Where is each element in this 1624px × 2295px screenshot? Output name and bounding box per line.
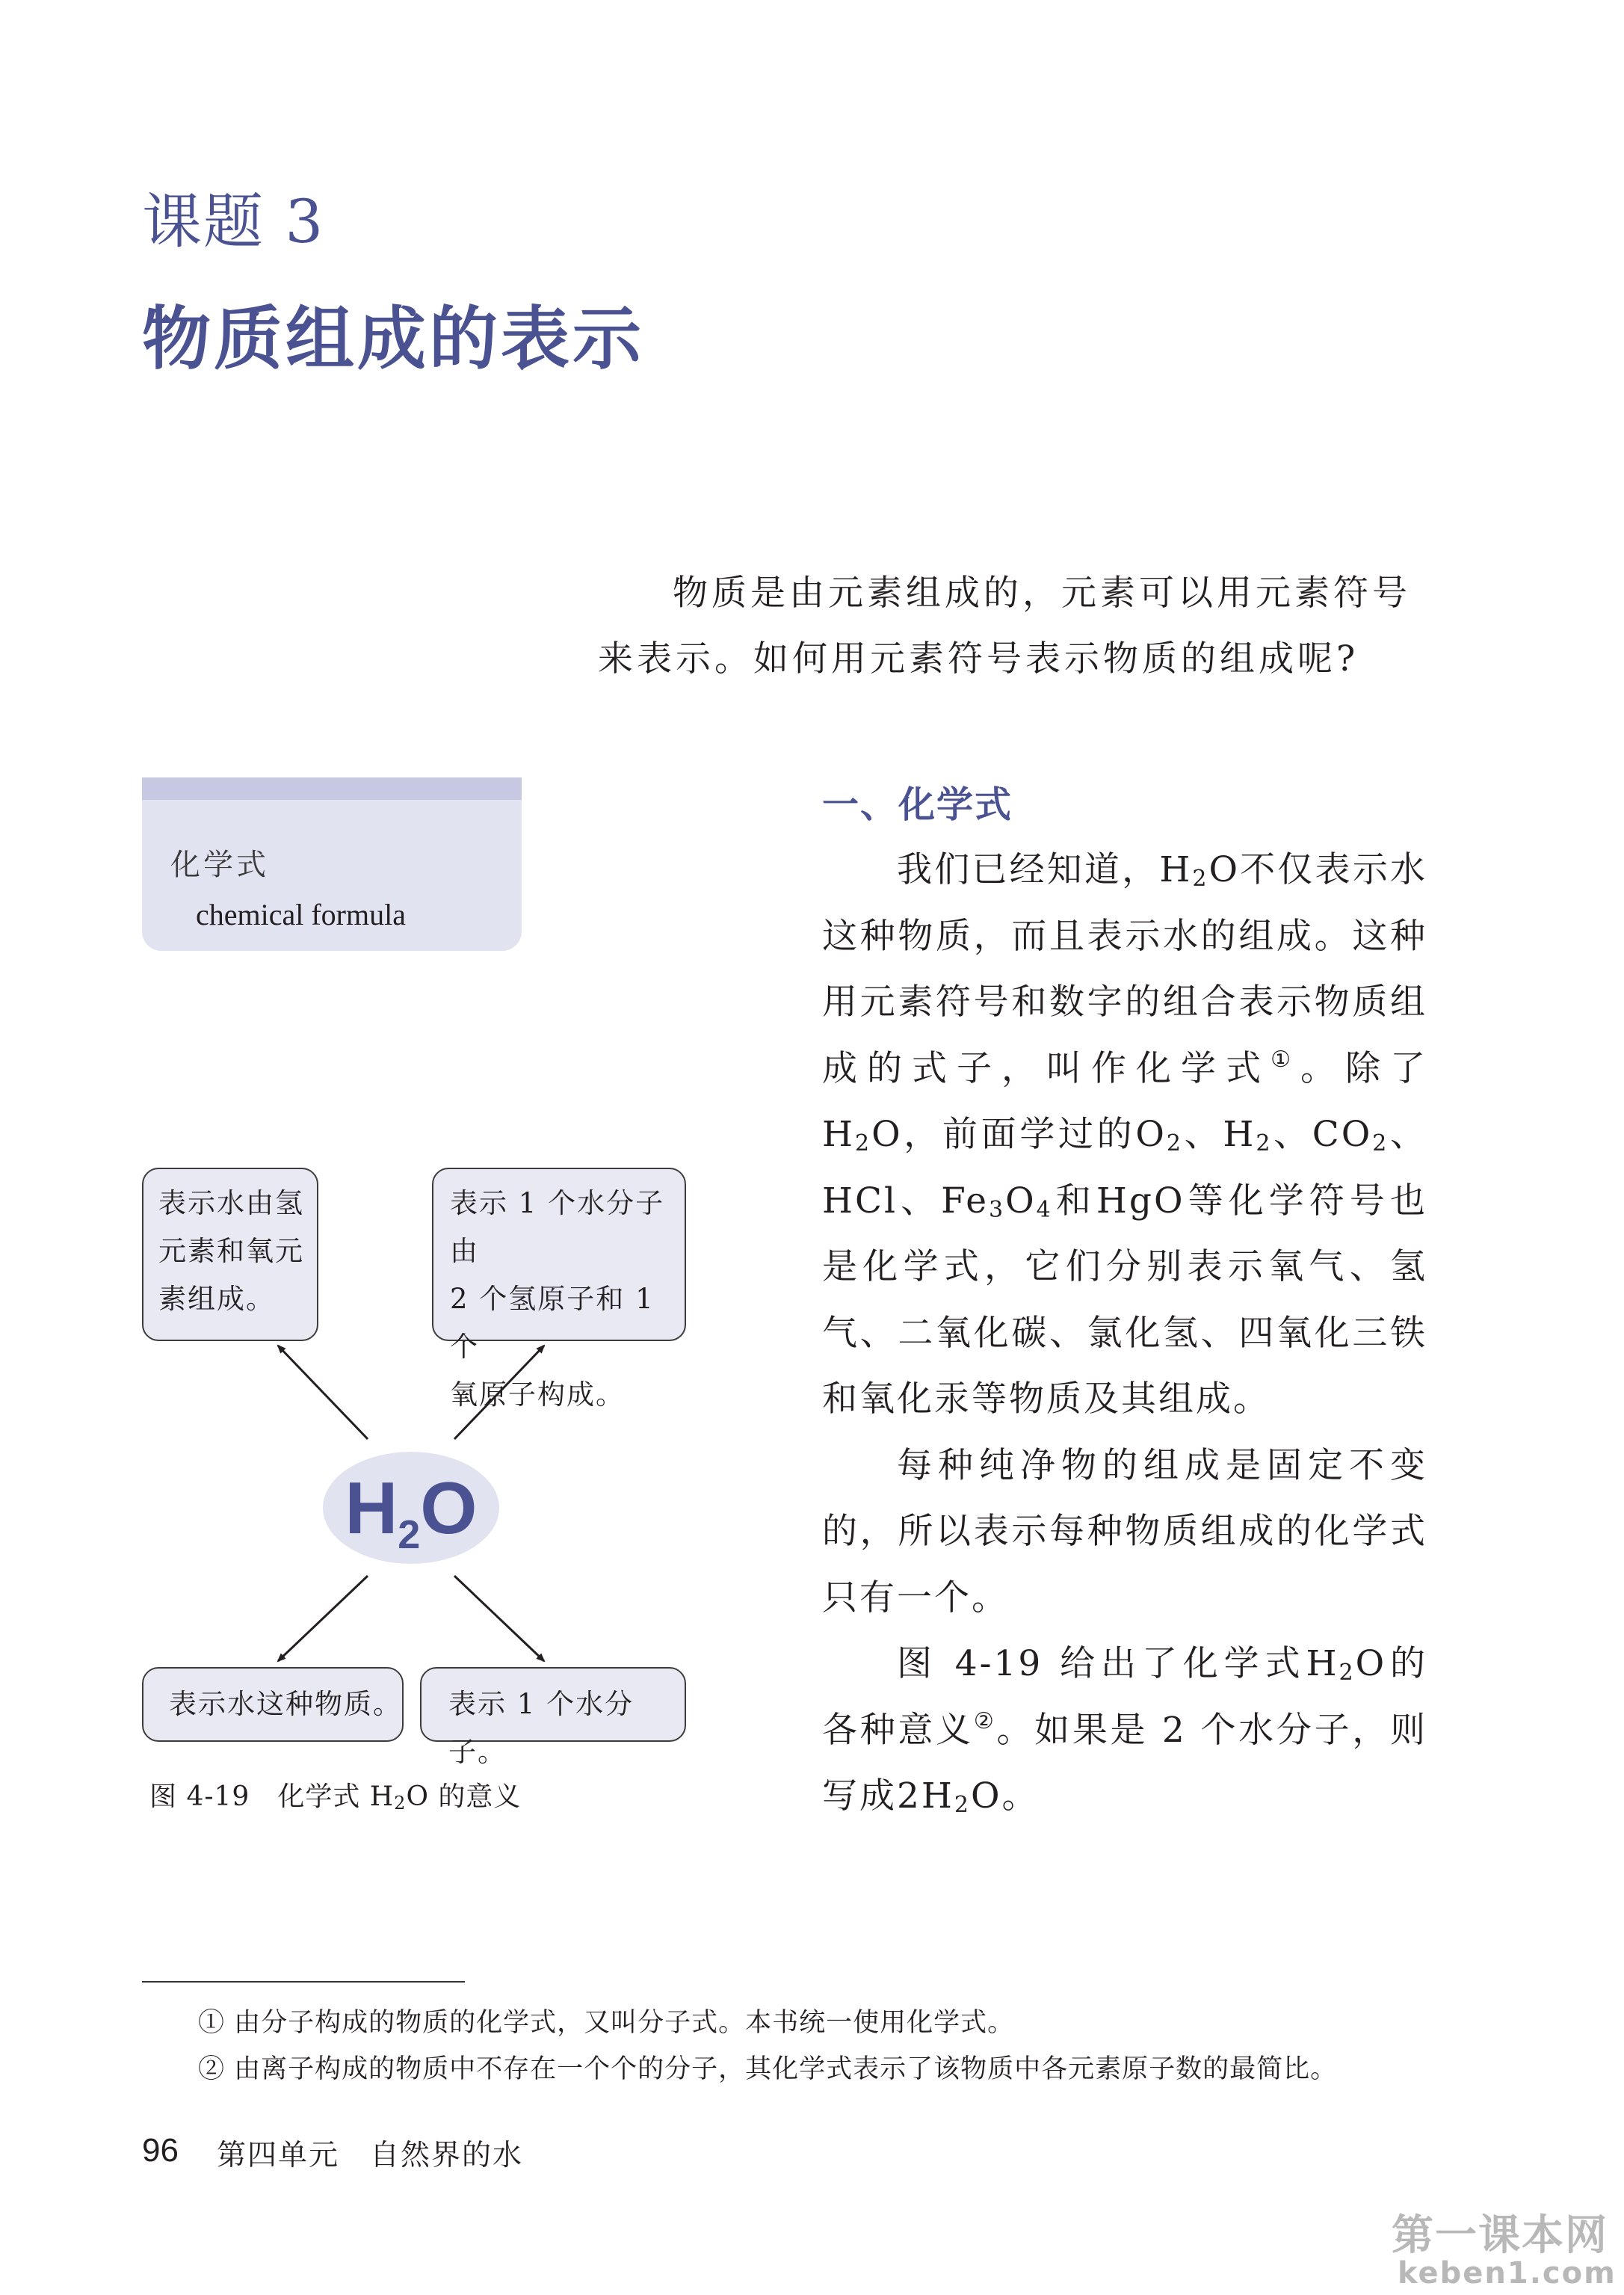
lesson-number: 课题 3 xyxy=(142,187,325,256)
watermark-url: keben1.com xyxy=(1398,2256,1617,2291)
body-paragraph-3: 图 4-19 给出了化学式$H_2O$的各种意义②。如果是 2 个水分子，则写成$2H_2O$。 xyxy=(822,1643,1427,1818)
page-number: 96 xyxy=(142,2132,179,2169)
intro-line-1: 物质是由元素组成的，元素可以用元素符号 xyxy=(673,573,1411,614)
lesson-title: 物质组成的表示 xyxy=(142,298,645,379)
arrow-to-top-left xyxy=(278,1346,368,1439)
footnote-ref-1[interactable]: ① xyxy=(1271,1046,1300,1073)
intro-line-2: 来表示。如何用元素符号表示物质的组成呢? xyxy=(598,638,1359,680)
footnote-1: ① 由分子构成的物质的化学式，又叫分子式。本书统一使用化学式。 xyxy=(198,2008,1015,2038)
arrow-to-bottom-right xyxy=(454,1576,544,1661)
figure-box-one-molecule: 表示 1 个水分子。 xyxy=(420,1667,686,1742)
footnote-2: ② 由离子构成的物质中不存在一个个的分子，其化学式表示了该物质中各元素原子数的最简比。 xyxy=(198,2054,1338,2084)
glossary-term-en: chemical formula xyxy=(196,898,406,931)
figure-caption: 图 4-19 化学式 $H_2O$ 的意义 xyxy=(149,1781,522,1814)
footnote-divider xyxy=(142,1981,465,1983)
unit-title: 第四单元 自然界的水 xyxy=(217,2139,524,2172)
h2o-formula: $H_2O$ xyxy=(345,1467,478,1557)
glossary-term-cn: 化学式 xyxy=(170,848,269,882)
watermark-title: 第一课本网 xyxy=(1392,2211,1608,2260)
footnote-ref-2[interactable]: ② xyxy=(973,1707,997,1734)
figure-box-substance: 表示水这种物质。 xyxy=(142,1667,404,1742)
section-heading: 一、化学式 xyxy=(822,783,1013,826)
figure-box-composition: 表示水由氢 元素和氧元 素组成。 xyxy=(142,1168,318,1341)
body-paragraph-2: 每种纯净物的组成是固定不变的，所以表示每种物质组成的化学式只有一个。 xyxy=(822,1444,1427,1618)
body-paragraph-1: 我们已经知道，$H_2O$不仅表示水这种物质，而且表示水的组成。这种用元素符号和数字的组合表示物质组成的式子，叫作化学式①。除了$H_2O$，前面学过的$O_2$、$H_2$、$CO_2$、HCl、$Fe_3O_4$和HgO等化学符号也是化学式，它们分别表示氧气、氢气、二氧化碳、氯化氢、四氧化三铁和氧化汞等物质及其组成。 xyxy=(822,849,1428,1420)
figure-box-molecule-structure: 表示 1 个水分子由 2 个氢原子和 1 个 氧原子构成。 xyxy=(432,1168,686,1341)
arrow-to-bottom-left xyxy=(278,1576,368,1661)
